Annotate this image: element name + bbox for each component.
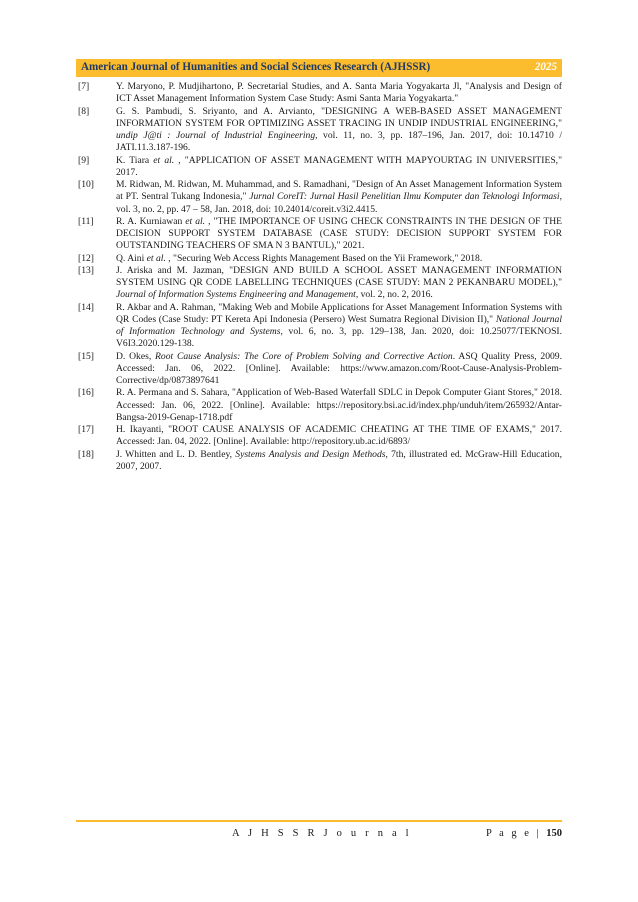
reference-text bbox=[116, 449, 562, 474]
reference-number: [10] bbox=[78, 179, 94, 190]
page-number: 150 bbox=[546, 828, 562, 839]
reference-text bbox=[116, 302, 562, 351]
reference-text-segment: R. Akbar and A. Rahman, "Making Web and Mobile Applications for Asset Management Information Systems with QR Codes (Case Study: PT Kereta Api Indonesia (Persero) West Sumatra Regional Division II)," bbox=[116, 301, 562, 325]
reference-entry bbox=[78, 155, 562, 180]
reference-text-segment: . ASQ Quality Press, 2009. Accessed: Jan. 06, 2022. [Online]. Available: https://www.amazon.com/Root-Cause-Analysis-Problem-Corrective/dp/0873897641 bbox=[116, 350, 562, 386]
reference-text-segment: , vol. 2, no. 2, 2016. bbox=[355, 289, 433, 301]
reference-entry bbox=[78, 81, 562, 106]
reference-source-italic: Root Cause Analysis: The Core of Problem Solving and Corrective Action bbox=[155, 350, 453, 362]
reference-text bbox=[116, 81, 562, 106]
reference-source-italic: et al. bbox=[153, 154, 175, 166]
reference-text-segment: , "Securing Web Access Rights Management Based on the Yii Framework," 2018. bbox=[165, 252, 483, 264]
reference-number: [15] bbox=[78, 350, 94, 362]
reference-number: [17] bbox=[78, 424, 94, 435]
reference-entry bbox=[78, 179, 562, 216]
reference-text bbox=[116, 253, 562, 265]
reference-text-segment: , "THE IMPORTANCE OF USING CHECK CONSTRAINTS IN THE DESIGN OF THE DECISION SUPPORT SYSTEM DATABASE (CASE STUDY: DECISION SUPPORT SYSTEM FOR OUTSTANDING TEACHERS OF SMA N 3 BANTUL)," 2021. bbox=[116, 215, 563, 252]
reference-text-segment: , vol. 11, no. 3, pp. 187–196, Jan. 2017, doi: 10.14710 / JATI.11.3.187-196. bbox=[116, 130, 562, 154]
reference-number: [16] bbox=[78, 387, 94, 399]
reference-number: [12] bbox=[78, 252, 94, 264]
reference-text bbox=[116, 387, 562, 424]
journal-title: American Journal of Humanities and Social Sciences Research (AJHSSR) bbox=[81, 61, 431, 73]
reference-text-segment: D. Okes, bbox=[116, 350, 156, 362]
reference-text-segment: , vol. 6, no. 3, pp. 129–138, Jan. 2020, doi: 10.25077/TEKNOSI. V6I3.2020.129-138. bbox=[116, 326, 562, 350]
reference-entry bbox=[78, 424, 562, 449]
reference-entry bbox=[78, 351, 562, 388]
reference-source-italic: et al. bbox=[146, 252, 166, 264]
page-label: P a g e | bbox=[486, 828, 542, 839]
reference-text-segment: , vol. 3, no. 2, pp. 47 – 58, Jan. 2018, doi: 10.24014/coreit.v3i2.4415. bbox=[116, 191, 562, 215]
reference-entry bbox=[78, 106, 562, 155]
reference-text-segment: G. S. Pambudi, S. Sriyanto, and A. Arvianto, "DESIGNING A WEB-BASED ASSET MANAGEMENT INFORMATION SYSTEM FOR OPTIMIZING ASSET TRACING IN UNDIP INDUSTRIAL ENGINEERING," bbox=[116, 105, 562, 129]
reference-number: [8] bbox=[78, 105, 90, 117]
reference-text-segment: K. Tiara bbox=[116, 154, 154, 166]
reference-number: [7] bbox=[78, 81, 90, 92]
reference-source-italic: Systems Analysis and Design Methods bbox=[235, 448, 386, 460]
reference-source-italic: et al. bbox=[185, 215, 206, 227]
reference-text-segment: H. Ikayanti, "ROOT CAUSE ANALYSIS OF ACADEMIC CHEATING AT THE TIME OF EXAMS," 2017. Accessed: Jan. 04, 2022. [Online]. Available: http://repository.ub.ac.id/6893/ bbox=[116, 424, 562, 448]
reference-text-segment: Q. Aini bbox=[116, 252, 147, 264]
reference-text-segment: J. Ariska and M. Jazman, "DESIGN AND BUILD A SCHOOL ASSET MANAGEMENT INFORMATION SYSTEM USING QR CODE LABELLING TECHNIQUES (CASE STUDY: MAN 2 PEKANBARU MODEL)," bbox=[116, 264, 562, 288]
reference-text-segment: , "APPLICATION OF ASSET MANAGEMENT WITH MAPYOURTAG IN UNIVERSITIES," 2017. bbox=[116, 154, 562, 178]
reference-number: [14] bbox=[78, 301, 94, 313]
reference-text-segment: R. A. Permana and S. Sahara, "Application of Web-Based Waterfall SDLC in Depok Computer Giant Stores," 2018. Accessed: Jan. 06, 2022. [Online]. Available: https://repository.bsi.ac.id/index.php/unduh/item/265932/Antar-Bangsa-2019-Genap-1718.pdf bbox=[116, 387, 562, 423]
reference-text bbox=[116, 351, 562, 388]
reference-text-segment: J. Whitten and L. D. Bentley, bbox=[116, 448, 236, 460]
reference-source-italic: National Journal of Information Technology and Systems bbox=[116, 313, 562, 337]
page-indicator bbox=[486, 828, 562, 839]
footer-journal-name: A J H S S R J o u r n a l bbox=[232, 828, 412, 839]
reference-entry bbox=[78, 253, 562, 265]
reference-number: [13] bbox=[78, 264, 94, 276]
reference-text bbox=[116, 216, 562, 253]
reference-text-segment: M. Ridwan, M. Ridwan, M. Muhammad, and S. Ramadhani, "Design of An Asset Management Information System at PT. Sentral Tukang Indonesia," bbox=[116, 179, 562, 203]
reference-text bbox=[116, 424, 562, 449]
reference-text bbox=[116, 106, 562, 155]
reference-list bbox=[78, 81, 562, 473]
reference-source-italic: undip J@ti : Journal of Industrial Engineering bbox=[116, 130, 316, 141]
reference-number: [9] bbox=[78, 154, 90, 166]
reference-source-italic: Jurnal CoreIT: Jurnal Hasil Penelitian Ilmu Komputer dan Teknologi Informasi bbox=[249, 191, 560, 203]
reference-entry bbox=[78, 387, 562, 424]
reference-text bbox=[116, 155, 562, 180]
footer-divider bbox=[76, 820, 562, 822]
reference-text-segment: , 7th, illustrated ed. McGraw-Hill Education, 2007, 2007. bbox=[116, 448, 562, 472]
reference-text-segment: Y. Maryono, P. Mudjihartono, P. Secretarial Studies, and A. Santa Maria Yogyakarta Jl, "Analysis and Design of ICT Asset Management Information System Case Study: Asmi Santa Maria Yogyakarta." bbox=[116, 81, 562, 105]
reference-entry bbox=[78, 302, 562, 351]
reference-entry bbox=[78, 216, 562, 253]
reference-entry bbox=[78, 449, 562, 474]
journal-header-bar bbox=[76, 59, 562, 77]
reference-text bbox=[116, 265, 562, 302]
publication-year: 2025 bbox=[534, 61, 557, 73]
reference-number: [18] bbox=[78, 448, 94, 460]
reference-text-segment: R. A. Kurniawan bbox=[116, 215, 186, 227]
reference-text bbox=[116, 179, 562, 216]
reference-entry bbox=[78, 265, 562, 302]
reference-number: [11] bbox=[78, 215, 94, 227]
reference-source-italic: Journal of Information Systems Engineering and Management bbox=[116, 289, 356, 301]
